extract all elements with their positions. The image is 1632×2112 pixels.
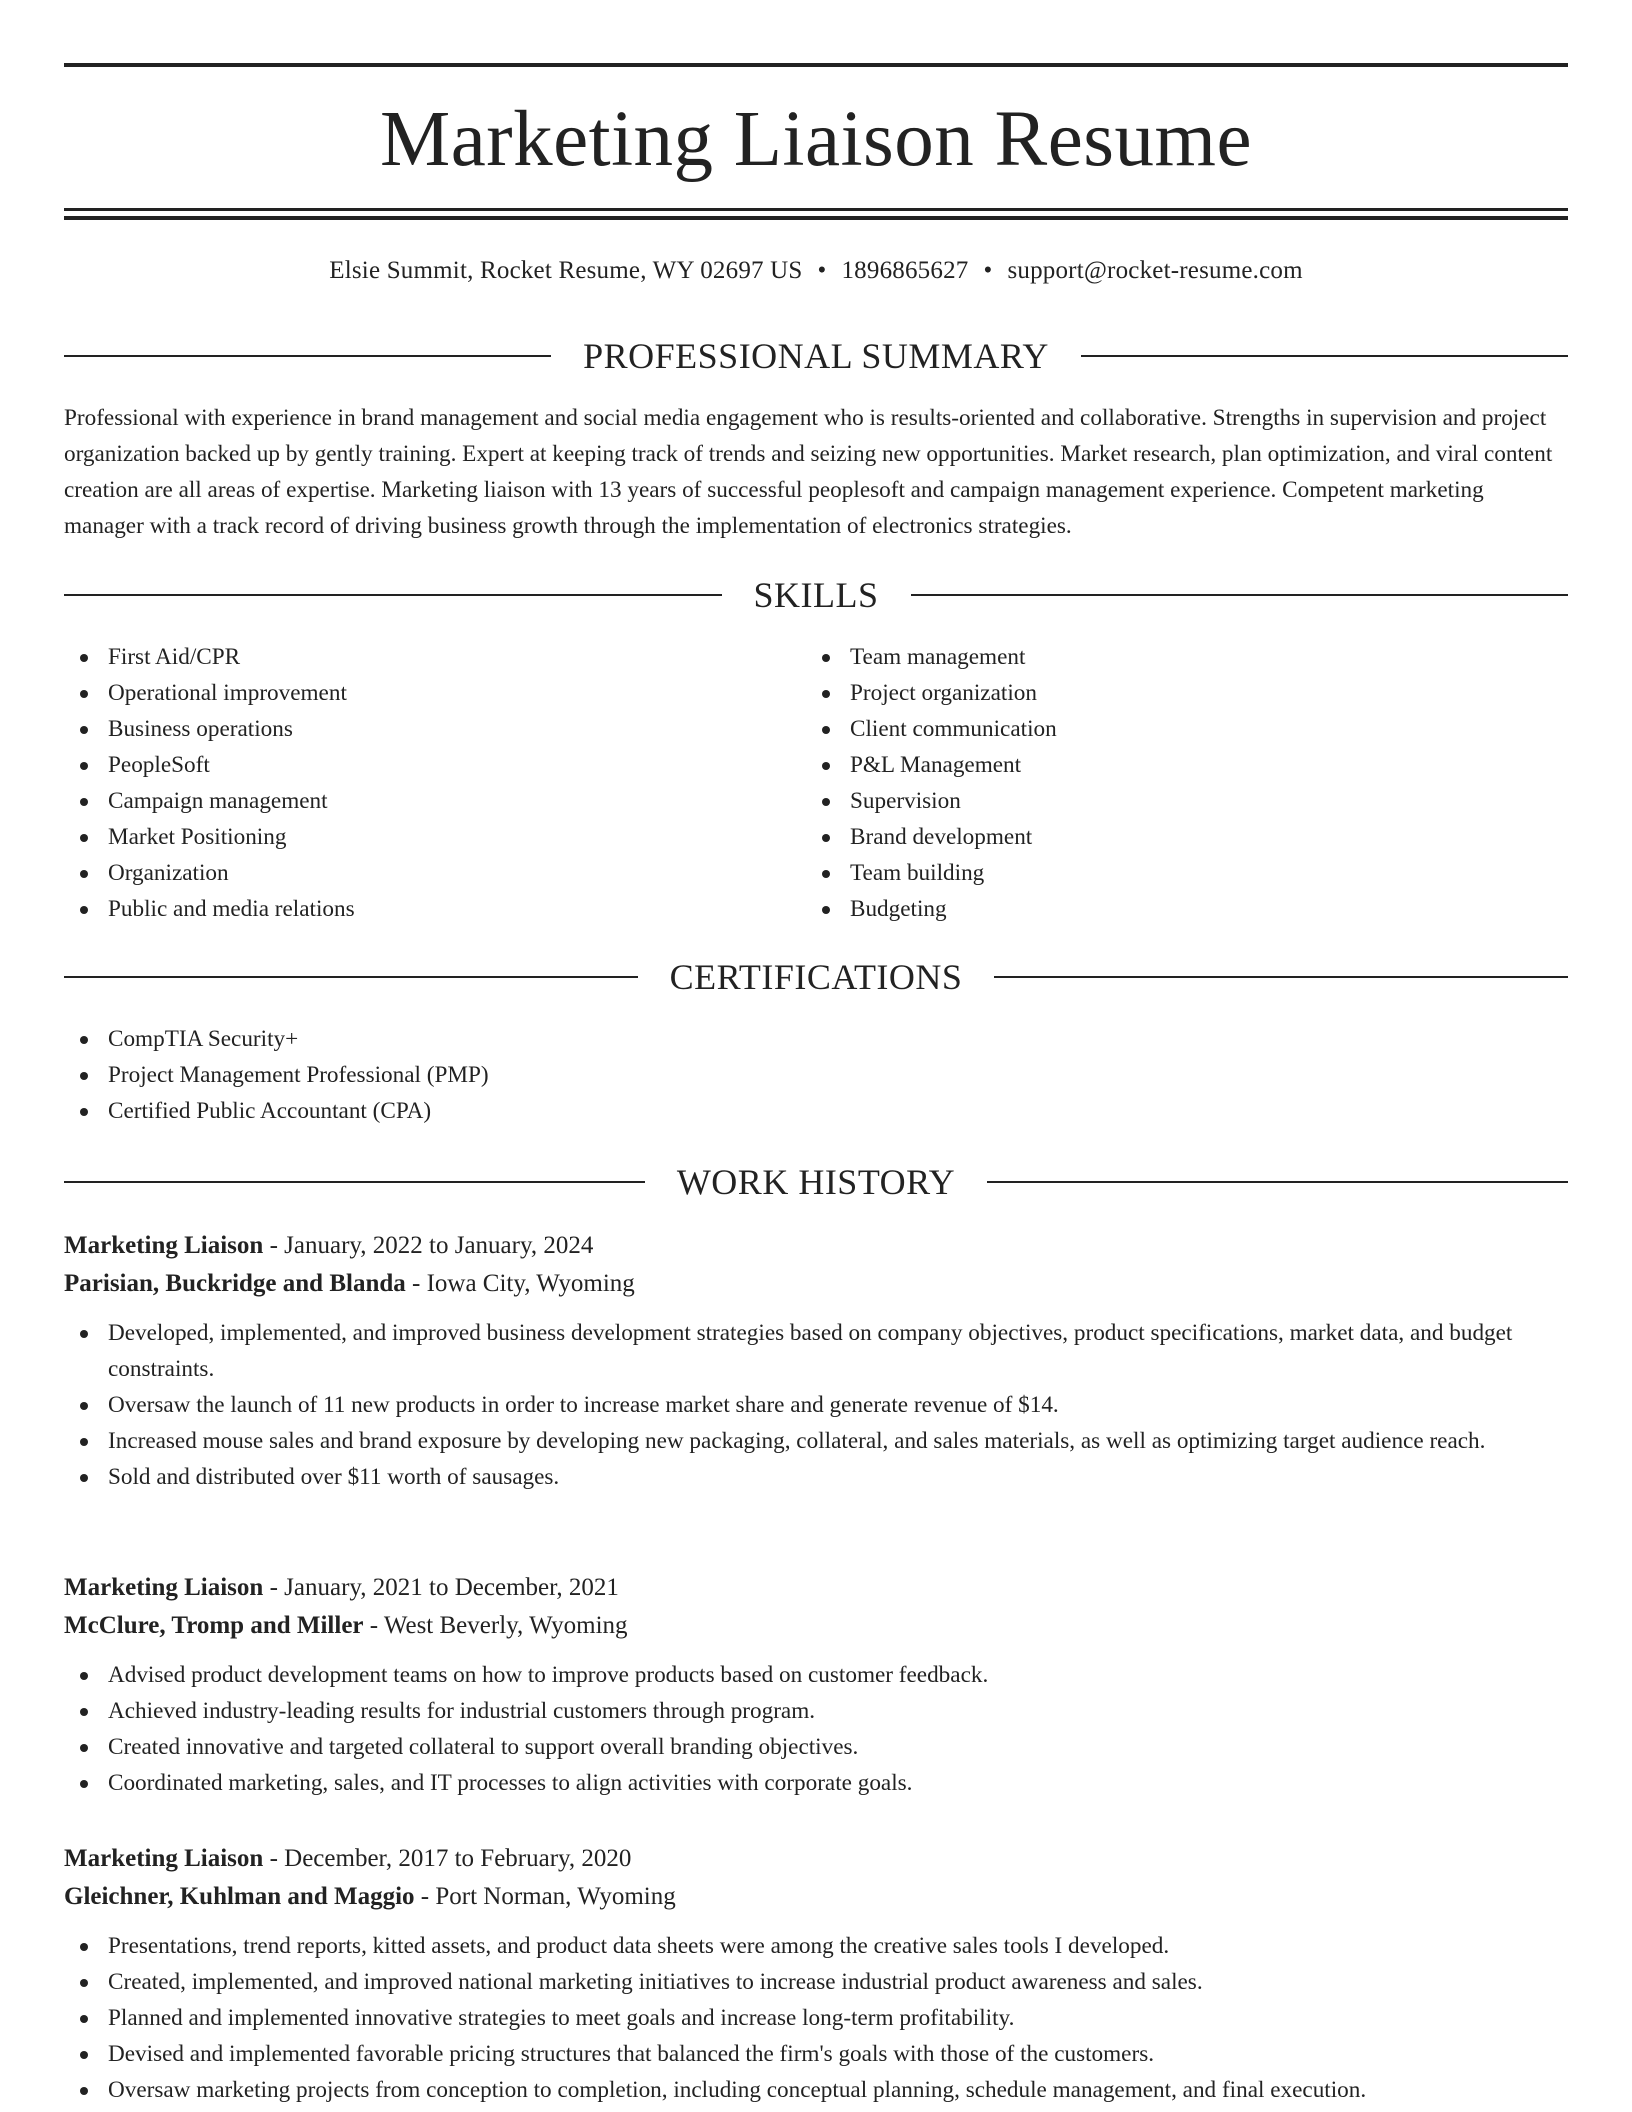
job-employer-line bbox=[64, 1265, 1568, 1303]
certification-item: CompTIA Security+ bbox=[64, 1021, 1568, 1057]
job-duties-list bbox=[64, 1928, 1568, 2108]
contact-address: Elsie Summit, Rocket Resume, WY 02697 US bbox=[329, 257, 803, 284]
skill-item: Budgeting bbox=[806, 891, 1546, 927]
job-title-line bbox=[64, 1840, 1568, 1878]
job-location: - West Beverly, Wyoming bbox=[363, 1612, 628, 1639]
heading-rule-right bbox=[911, 594, 1569, 596]
job-duties-list bbox=[64, 1315, 1568, 1495]
skill-item: Organization bbox=[64, 855, 804, 891]
job-employer-line bbox=[64, 1878, 1568, 1916]
job-entry bbox=[64, 1569, 1568, 1801]
job-duty-item: Planned and implemented innovative strategies to meet goals and increase long-term profitability. bbox=[64, 2000, 1568, 2036]
skill-item: First Aid/CPR bbox=[64, 639, 804, 675]
skill-item: Supervision bbox=[806, 783, 1546, 819]
header-top-rule bbox=[64, 63, 1568, 67]
work-history-heading-label: WORK HISTORY bbox=[676, 1162, 956, 1202]
header-rule-upper bbox=[64, 208, 1568, 211]
heading-rule-left bbox=[64, 976, 638, 978]
skills-list-left bbox=[64, 639, 804, 927]
skill-item: Campaign management bbox=[64, 783, 804, 819]
job-company: McClure, Tromp and Miller bbox=[64, 1612, 364, 1639]
skill-item: PeopleSoft bbox=[64, 747, 804, 783]
job-duty-item: Oversaw marketing projects from conception to completion, including conceptual planning, schedule management, and final execution. bbox=[64, 2072, 1568, 2108]
certification-item: Project Management Professional (PMP) bbox=[64, 1057, 1568, 1093]
skills-list-right bbox=[806, 639, 1546, 927]
skill-item: Team management bbox=[806, 639, 1546, 675]
heading-rule-right bbox=[994, 976, 1568, 978]
summary-heading-label: PROFESSIONAL SUMMARY bbox=[583, 336, 1049, 376]
job-duty-item: Developed, implemented, and improved business development strategies based on company objectives, product specifications, market data, and budget constraints. bbox=[64, 1315, 1568, 1387]
skill-item: Operational improvement bbox=[64, 675, 804, 711]
contact-email: support@rocket-resume.com bbox=[1007, 257, 1303, 284]
job-employer-line bbox=[64, 1607, 1568, 1645]
work-history-section-heading bbox=[64, 1160, 1568, 1204]
job-duty-item: Achieved industry-leading results for industrial customers through program. bbox=[64, 1693, 1568, 1729]
skill-item: Brand development bbox=[806, 819, 1546, 855]
job-dates: - January, 2022 to January, 2024 bbox=[263, 1232, 594, 1259]
skills-heading-label: SKILLS bbox=[753, 575, 879, 615]
certifications-heading-label: CERTIFICATIONS bbox=[669, 957, 963, 997]
job-company: Parisian, Buckridge and Blanda bbox=[64, 1270, 406, 1297]
job-location: - Iowa City, Wyoming bbox=[405, 1270, 635, 1297]
heading-rule-left bbox=[64, 594, 722, 596]
certifications-section-heading bbox=[64, 955, 1568, 999]
contact-separator: • bbox=[817, 257, 827, 284]
resume-title: Marketing Liaison Resume bbox=[379, 96, 1253, 183]
job-title-line bbox=[64, 1569, 1568, 1607]
job-duty-item: Coordinated marketing, sales, and IT processes to align activities with corporate goals. bbox=[64, 1765, 1568, 1801]
job-title: Marketing Liaison bbox=[64, 1845, 264, 1872]
skill-item: Market Positioning bbox=[64, 819, 804, 855]
job-location: - Port Norman, Wyoming bbox=[414, 1883, 676, 1910]
job-duty-item: Created, implemented, and improved national marketing initiatives to increase industrial product awareness and sales. bbox=[64, 1964, 1568, 2000]
heading-rule-right bbox=[1081, 355, 1568, 357]
certifications-list bbox=[64, 1021, 1568, 1129]
job-dates: - December, 2017 to February, 2020 bbox=[263, 1845, 632, 1872]
contact-separator: • bbox=[983, 257, 993, 284]
skill-item: P&L Management bbox=[806, 747, 1546, 783]
heading-rule-left bbox=[64, 1181, 645, 1183]
skill-item: Team building bbox=[806, 855, 1546, 891]
job-duty-item: Oversaw the launch of 11 new products in order to increase market share and generate revenue of $14. bbox=[64, 1387, 1568, 1423]
job-duty-item: Created innovative and targeted collateral to support overall branding objectives. bbox=[64, 1729, 1568, 1765]
job-title-line bbox=[64, 1227, 1568, 1265]
job-duty-item: Increased mouse sales and brand exposure by developing new packaging, collateral, and sales materials, as well as optimizing target audience reach. bbox=[64, 1423, 1568, 1459]
job-title: Marketing Liaison bbox=[64, 1574, 264, 1601]
heading-rule-right bbox=[987, 1181, 1568, 1183]
job-entry bbox=[64, 1227, 1568, 1495]
skill-item: Public and media relations bbox=[64, 891, 804, 927]
job-company: Gleichner, Kuhlman and Maggio bbox=[64, 1883, 415, 1910]
contact-line bbox=[64, 255, 1568, 287]
summary-section-heading bbox=[64, 334, 1568, 378]
contact-phone: 1896865627 bbox=[841, 257, 969, 284]
header-rule-lower bbox=[64, 216, 1568, 220]
skill-item: Business operations bbox=[64, 711, 804, 747]
job-duty-item: Devised and implemented favorable pricing structures that balanced the firm's goals with those of the customers. bbox=[64, 2036, 1568, 2072]
job-duty-item: Sold and distributed over $11 worth of sausages. bbox=[64, 1459, 1568, 1495]
job-duty-item: Advised product development teams on how to improve products based on customer feedback. bbox=[64, 1657, 1568, 1693]
job-duty-item: Presentations, trend reports, kitted assets, and product data sheets were among the creative sales tools I developed. bbox=[64, 1928, 1568, 1964]
job-dates: - January, 2021 to December, 2021 bbox=[263, 1574, 619, 1601]
job-duties-list bbox=[64, 1657, 1568, 1801]
skill-item: Client communication bbox=[806, 711, 1546, 747]
certification-item: Certified Public Accountant (CPA) bbox=[64, 1093, 1568, 1129]
professional-summary-text: Professional with experience in brand management and social media engagement who is results-oriented and collaborative. Strengths in supervision and project organization backed up by gently training. Expert at keeping track of trends and seizing new opportunities. Market research, plan optimization, and viral content creation are all areas of expertise. Marketing liaison with 13 years of successful peoplesoft and campaign management experience. Competent marketing manager with a track record of driving business growth through the implementation of electronics strategies. bbox=[64, 405, 1553, 539]
skills-section-heading bbox=[64, 573, 1568, 617]
heading-rule-left bbox=[64, 355, 551, 357]
job-entry bbox=[64, 1840, 1568, 2108]
skill-item: Project organization bbox=[806, 675, 1546, 711]
job-title: Marketing Liaison bbox=[64, 1232, 264, 1259]
